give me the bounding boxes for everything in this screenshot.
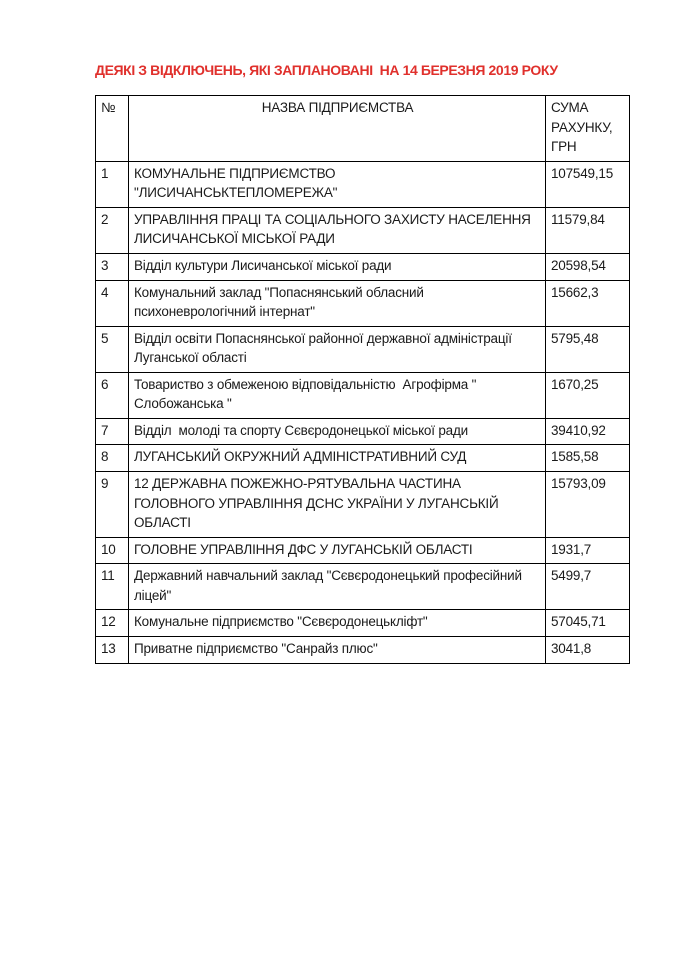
table-row <box>96 636 630 663</box>
table-row <box>96 326 630 372</box>
row-number-cell: 5 <box>96 326 129 372</box>
company-name-cell: Приватне підприємство "Санрайз плюс" <box>129 636 546 663</box>
company-name-cell: Відділ молоді та спорту Сєвєродонецької міської ради <box>129 418 546 445</box>
company-name-cell: Товариство з обмеженою відповідальністю Агрофірма " Слобожанська " <box>129 372 546 418</box>
company-name-cell: ЛУГАНСЬКИЙ ОКРУЖНИЙ АДМІНІСТРАТИВНИЙ СУД <box>129 445 546 472</box>
invoice-sum-cell: 1931,7 <box>546 537 630 564</box>
table-row <box>96 280 630 326</box>
row-number-cell: 4 <box>96 280 129 326</box>
table-row <box>96 253 630 280</box>
invoice-sum-cell: 1670,25 <box>546 372 630 418</box>
company-name-cell: ГОЛОВНЕ УПРАВЛІННЯ ДФС У ЛУГАНСЬКІЙ ОБЛАСТІ <box>129 537 546 564</box>
company-name-cell: УПРАВЛІННЯ ПРАЦІ ТА СОЦІАЛЬНОГО ЗАХИСТУ НАСЕЛЕННЯ ЛИСИЧАНСЬКОЇ МІСЬКОЇ РАДИ <box>129 207 546 253</box>
row-number-cell: 3 <box>96 253 129 280</box>
invoice-sum-cell: 20598,54 <box>546 253 630 280</box>
table-header-row <box>96 96 630 162</box>
company-name-cell: КОМУНАЛЬНЕ ПІДПРИЄМСТВО "ЛИСИЧАНСЬКТЕПЛОМЕРЕЖА" <box>129 161 546 207</box>
row-number-cell: 1 <box>96 161 129 207</box>
invoice-sum-cell: 1585,58 <box>546 445 630 472</box>
invoice-sum-cell: 57045,71 <box>546 610 630 637</box>
table-row <box>96 372 630 418</box>
company-name-cell: Відділ освіти Попаснянської районної державної адміністрації Луганської області <box>129 326 546 372</box>
row-number-cell: 13 <box>96 636 129 663</box>
table-row <box>96 610 630 637</box>
invoice-sum-cell: 107549,15 <box>546 161 630 207</box>
company-name-cell: Відділ культури Лисичанської міської ради <box>129 253 546 280</box>
header-cell-number: № <box>96 96 129 162</box>
company-name-cell: Державний навчальний заклад "Сєвєродонецький професійний ліцей" <box>129 564 546 610</box>
row-number-cell: 9 <box>96 472 129 538</box>
invoice-sum-cell: 15662,3 <box>546 280 630 326</box>
page-title: ДЕЯКІ З ВІДКЛЮЧЕНЬ, ЯКІ ЗАПЛАНОВАНІ НА 14 БЕРЕЗНЯ 2019 РОКУ <box>95 62 558 78</box>
companies-table <box>95 95 630 664</box>
invoice-sum-cell: 15793,09 <box>546 472 630 538</box>
row-number-cell: 8 <box>96 445 129 472</box>
header-cell-company-name: НАЗВА ПІДПРИЄМСТВА <box>129 96 546 162</box>
table-row <box>96 418 630 445</box>
company-name-cell: Комунальний заклад "Попаснянський обласний психоневрологічний інтернат" <box>129 280 546 326</box>
table-body <box>96 161 630 663</box>
header-cell-sum: СУМА РАХУНКУ, ГРН <box>546 96 630 162</box>
table-row <box>96 161 630 207</box>
row-number-cell: 2 <box>96 207 129 253</box>
table-row <box>96 472 630 538</box>
row-number-cell: 11 <box>96 564 129 610</box>
invoice-sum-cell: 11579,84 <box>546 207 630 253</box>
invoice-sum-cell: 39410,92 <box>546 418 630 445</box>
company-name-cell: Комунальне підприємство "Сєвєродонецькліфт" <box>129 610 546 637</box>
row-number-cell: 6 <box>96 372 129 418</box>
table-row <box>96 445 630 472</box>
invoice-sum-cell: 3041,8 <box>546 636 630 663</box>
table-row <box>96 537 630 564</box>
row-number-cell: 7 <box>96 418 129 445</box>
table-row <box>96 564 630 610</box>
row-number-cell: 12 <box>96 610 129 637</box>
company-name-cell: 12 ДЕРЖАВНА ПОЖЕЖНО-РЯТУВАЛЬНА ЧАСТИНА ГОЛОВНОГО УПРАВЛІННЯ ДСНС УКРАЇНИ У ЛУГАНСЬКІЙ ОБЛАСТІ <box>129 472 546 538</box>
table-row <box>96 207 630 253</box>
row-number-cell: 10 <box>96 537 129 564</box>
invoice-sum-cell: 5795,48 <box>546 326 630 372</box>
invoice-sum-cell: 5499,7 <box>546 564 630 610</box>
